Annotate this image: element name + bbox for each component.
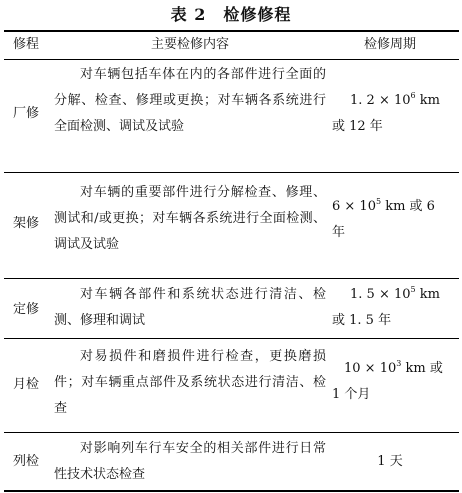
period-cell: 1. $5 \times 10^5$ km 或 1. 5 年	[332, 285, 440, 328]
content-cell: 对车辆包括车体在内的各部件进行全面的分解、检查、修理或更换；对车辆各系统进行全面检测、调试及试验	[54, 67, 326, 134]
header-period: 检修周期	[363, 37, 416, 52]
table-title: 表 2 检修修程	[170, 5, 292, 24]
content-cell: 对影响列车行车安全的相关部件进行日常性技术状态检查	[54, 441, 326, 482]
period-cell: 1. $2 \times 10^6$ km 或 12 年	[332, 91, 440, 134]
content-cell: 对车辆各部件和系统状态进行清洁、检测、修理和调试	[54, 287, 326, 328]
level-cell: 厂修	[12, 106, 39, 121]
bottom-rule	[4, 490, 459, 492]
header-rule	[4, 59, 459, 60]
level-cell: 月检	[12, 377, 39, 392]
level-cell: 列检	[12, 454, 39, 469]
row-divider	[4, 278, 459, 279]
row-divider	[4, 432, 459, 433]
period-cell: $10 \times 10^3$ km 或 1 个月	[332, 359, 443, 402]
header-content: 主要检修内容	[150, 37, 229, 52]
header-level: 修程	[12, 37, 39, 52]
row-divider	[4, 338, 459, 339]
content-cell: 对易损件和磨损件进行检查，更换磨损件；对车辆重点部件及系统状态进行清洁、检查	[54, 349, 326, 416]
period-cell: $6 \times 10^5$ km 或 6 年	[332, 197, 435, 240]
row-divider	[4, 172, 459, 173]
level-cell: 架修	[12, 216, 39, 231]
content-cell: 对车辆的重要部件进行分解检查、修理、测试和/或更换；对车辆各系统进行全面检测、调试及试验	[54, 185, 326, 252]
period-cell: 1 天	[377, 454, 403, 469]
level-cell: 定修	[12, 302, 39, 317]
